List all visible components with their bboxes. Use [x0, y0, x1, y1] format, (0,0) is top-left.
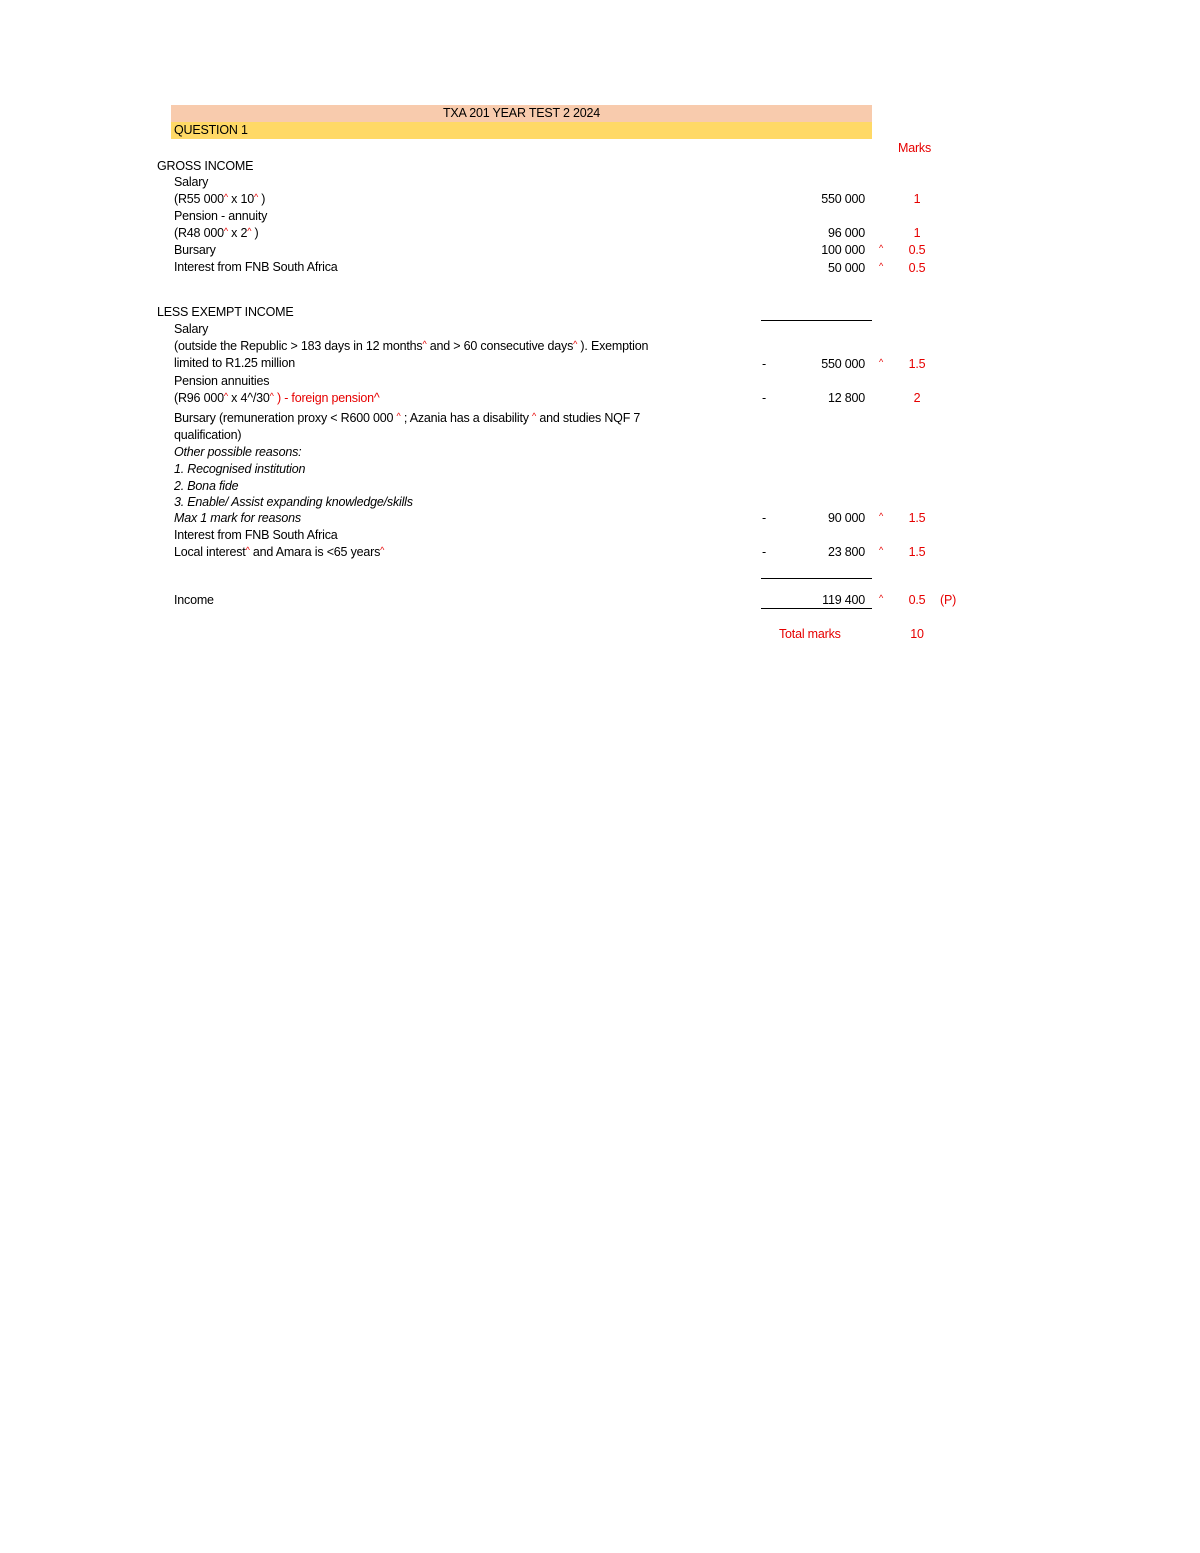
income-mark-note: (P)	[940, 593, 957, 607]
gross-pension-label: Pension - annuity	[174, 209, 268, 223]
minus-sign: -	[762, 357, 766, 371]
exempt-salary-reason: (outside the Republic > 183 days in 12 months^ and > 60 consecutive days^ ). Exemption	[174, 339, 649, 353]
exempt-pension-mark: 2	[913, 391, 921, 405]
gross-bursary-label: Bursary	[174, 243, 216, 257]
exempt-pension-label: Pension annuities	[174, 374, 270, 388]
tick-icon: ^	[247, 226, 252, 236]
exempt-salary-amount: 550 000	[821, 357, 865, 371]
tick-icon: ^	[380, 545, 385, 555]
gross-bursary-mark: 0.5	[908, 243, 926, 257]
exempt-bursary-amount: 90 000	[827, 511, 865, 525]
gross-pension-mark: 1	[913, 226, 921, 240]
total-marks-label: Total marks	[779, 627, 841, 641]
exempt-bursary-reason-cont: qualification)	[174, 428, 242, 442]
exempt-salary-mark: 1.5	[908, 357, 926, 371]
gross-bursary-amount: 100 000	[821, 243, 865, 257]
tick-icon: ^	[879, 511, 884, 521]
gross-salary-calc: (R55 000^ x 10^ )	[174, 192, 266, 206]
income-amount: 119 400	[822, 593, 865, 607]
total-marks-value: 10	[910, 627, 924, 641]
gross-pension-amount: 96 000	[827, 226, 865, 240]
tick-icon: ^	[879, 545, 884, 555]
gross-pension-calc: (R48 000^ x 2^ )	[174, 226, 259, 240]
gross-salary-label: Salary	[174, 175, 209, 189]
exempt-salary-limit: limited to R1.25 million	[174, 356, 295, 370]
exempt-interest-label: Interest from FNB South Africa	[174, 528, 338, 542]
exempt-interest-amount: 23 800	[827, 545, 865, 559]
gross-interest-label: Interest from FNB South Africa	[174, 260, 338, 274]
minus-sign: -	[762, 511, 766, 525]
exempt-interest-reason: Local interest^ and Amara is <65 years^	[174, 545, 385, 559]
exempt-bursary-mark: 1.5	[908, 511, 926, 525]
exempt-income-heading: LESS EXEMPT INCOME	[157, 305, 294, 319]
marks-column-heading: Marks	[898, 141, 932, 155]
minus-sign: -	[762, 391, 766, 405]
tick-icon: ^	[396, 411, 401, 421]
gross-income-heading: GROSS INCOME	[157, 159, 254, 173]
reasons-heading: Other possible reasons:	[174, 445, 302, 459]
gross-interest-mark: 0.5	[908, 261, 926, 275]
exempt-salary-label: Salary	[174, 322, 209, 336]
tick-icon: ^	[879, 261, 884, 271]
income-mark: 0.5	[908, 593, 926, 607]
exempt-pension-calc: (R96 000^ x 4^/30^ ) - foreign pension^	[174, 391, 380, 405]
reason-item: 1. Recognised institution	[174, 462, 306, 476]
tick-icon: ^	[223, 391, 228, 401]
tick-icon: ^	[532, 411, 537, 421]
tick-icon: ^	[879, 357, 884, 367]
question-heading: QUESTION 1	[174, 123, 248, 137]
tick-icon: ^	[879, 593, 884, 603]
gross-interest-amount: 50 000	[827, 261, 865, 275]
reason-item: 2. Bona fide	[174, 479, 239, 493]
gross-salary-amount: 550 000	[821, 192, 865, 206]
exempt-pension-amount: 12 800	[827, 391, 865, 405]
tick-icon: ^	[253, 192, 258, 202]
gross-salary-mark: 1	[913, 192, 921, 206]
test-title: TXA 201 YEAR TEST 2 2024	[442, 106, 601, 120]
exempt-bursary-reason: Bursary (remuneration proxy < R600 000 ^ ; Azania has a disability ^ and studies NQF 7	[174, 411, 641, 425]
minus-sign: -	[762, 545, 766, 559]
income-label: Income	[174, 593, 214, 607]
tick-icon: ^	[223, 226, 228, 236]
tick-icon: ^	[879, 243, 884, 253]
tick-icon: ^	[245, 545, 250, 555]
question-band	[171, 122, 872, 139]
total-rule	[761, 608, 872, 609]
tick-icon: ^	[573, 339, 578, 349]
exempt-interest-mark: 1.5	[908, 545, 926, 559]
subtotal-rule	[761, 578, 872, 579]
subtotal-rule	[761, 320, 872, 321]
reasons-note: Max 1 mark for reasons	[174, 511, 301, 525]
tick-icon: ^	[422, 339, 427, 349]
tick-icon: ^	[269, 391, 274, 401]
tick-icon: ^	[223, 192, 228, 202]
reason-item: 3. Enable/ Assist expanding knowledge/skills	[174, 495, 413, 509]
